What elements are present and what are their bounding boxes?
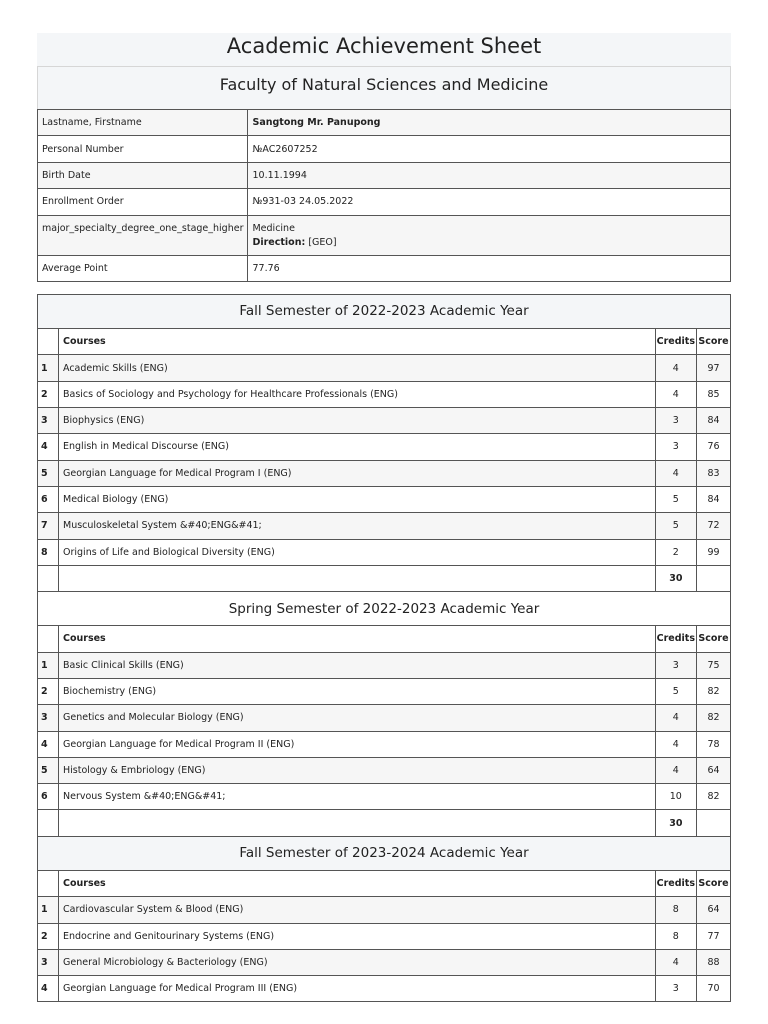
average-label: Average Point (38, 255, 248, 281)
semester-title-row (38, 592, 731, 626)
course-name: Georgian Language for Medical Program I (ENG) (59, 460, 656, 486)
semester-title-row (38, 836, 731, 870)
course-credits: 3 (655, 408, 696, 434)
total-row (38, 810, 731, 836)
table-row (38, 976, 731, 1002)
row-number: 5 (38, 460, 59, 486)
score-header: Score (697, 870, 731, 897)
row-number: 7 (38, 513, 59, 539)
course-score: 83 (697, 460, 731, 486)
direction-line (252, 237, 726, 248)
semester-2 (38, 592, 731, 653)
course-name: Georgian Language for Medical Program III (ENG) (59, 976, 656, 1002)
course-credits: 3 (655, 652, 696, 678)
info-row-specialty (38, 215, 731, 255)
credits-header: Credits (655, 328, 696, 355)
info-row-average (38, 255, 731, 281)
course-name: Medical Biology (ENG) (59, 486, 656, 512)
course-score: 75 (697, 652, 731, 678)
credits-header: Credits (655, 626, 696, 653)
table-row (38, 539, 731, 565)
row-number: 2 (38, 923, 59, 949)
semester-3-rows (38, 897, 731, 1002)
course-credits: 2 (655, 539, 696, 565)
row-number: 4 (38, 731, 59, 757)
enrollment-value: №931-03 24.05.2022 (248, 189, 731, 215)
credits-header: Credits (655, 870, 696, 897)
course-score: 72 (697, 513, 731, 539)
courses-table (37, 294, 731, 1002)
course-credits: 5 (655, 678, 696, 704)
score-header: Score (697, 328, 731, 355)
course-credits: 8 (655, 923, 696, 949)
row-number: 1 (38, 897, 59, 923)
course-score: 76 (697, 434, 731, 460)
total-credits: 30 (655, 810, 696, 836)
course-score: 88 (697, 949, 731, 975)
course-score: 77 (697, 923, 731, 949)
semester-1-total (38, 565, 731, 591)
row-number: 6 (38, 784, 59, 810)
course-name: Basics of Sociology and Psychology for Healthcare Professionals (ENG) (59, 381, 656, 407)
course-name: Basic Clinical Skills (ENG) (59, 652, 656, 678)
table-row (38, 678, 731, 704)
average-value: 77.76 (248, 255, 731, 281)
course-credits: 4 (655, 731, 696, 757)
course-name: Origins of Life and Biological Diversity (ENG) (59, 539, 656, 565)
total-credits: 30 (655, 565, 696, 591)
course-name: Histology & Embriology (ENG) (59, 757, 656, 783)
row-number: 1 (38, 652, 59, 678)
course-score: 99 (697, 539, 731, 565)
enrollment-label: Enrollment Order (38, 189, 248, 215)
birth-date-value: 10.11.1994 (248, 162, 731, 188)
info-row-enrollment (38, 189, 731, 215)
row-number: 3 (38, 408, 59, 434)
course-credits: 5 (655, 513, 696, 539)
course-score: 64 (697, 897, 731, 923)
course-score: 70 (697, 976, 731, 1002)
course-score: 97 (697, 355, 731, 381)
row-number: 4 (38, 976, 59, 1002)
course-score: 85 (697, 381, 731, 407)
achievement-sheet (37, 33, 731, 1002)
course-score: 82 (697, 784, 731, 810)
birth-date-label: Birth Date (38, 162, 248, 188)
table-row (38, 897, 731, 923)
table-row (38, 652, 731, 678)
student-info-table (37, 109, 731, 282)
table-row (38, 460, 731, 486)
course-credits: 4 (655, 949, 696, 975)
row-number: 2 (38, 381, 59, 407)
table-row (38, 355, 731, 381)
course-name: Biochemistry (ENG) (59, 678, 656, 704)
course-credits: 4 (655, 757, 696, 783)
table-row (38, 923, 731, 949)
direction-label: Direction: (252, 236, 306, 248)
course-credits: 10 (655, 784, 696, 810)
course-name: Nervous System &#40;ENG&#41; (59, 784, 656, 810)
courses-header: Courses (59, 626, 656, 653)
course-score: 82 (697, 678, 731, 704)
course-name: Genetics and Molecular Biology (ENG) (59, 705, 656, 731)
specialty-value: Medicine (252, 222, 295, 234)
course-name: Musculoskeletal System &#40;ENG&#41; (59, 513, 656, 539)
semester-title-row (38, 294, 731, 328)
course-name: Biophysics (ENG) (59, 408, 656, 434)
page-title: Academic Achievement Sheet (37, 33, 731, 66)
column-header-row (38, 328, 731, 355)
table-row (38, 784, 731, 810)
courses-header: Courses (59, 328, 656, 355)
semester-title: Spring Semester of 2022-2023 Academic Year (38, 592, 731, 626)
row-number: 1 (38, 355, 59, 381)
table-row (38, 757, 731, 783)
column-header-row (38, 626, 731, 653)
course-credits: 8 (655, 897, 696, 923)
course-score: 78 (697, 731, 731, 757)
semester-1 (38, 294, 731, 355)
course-credits: 4 (655, 381, 696, 407)
column-header-row (38, 870, 731, 897)
semester-title: Fall Semester of 2023-2024 Academic Year (38, 836, 731, 870)
name-label: Lastname, Firstname (38, 110, 248, 136)
course-name: Georgian Language for Medical Program II (ENG) (59, 731, 656, 757)
info-row-personal-number (38, 136, 731, 162)
courses-header: Courses (59, 870, 656, 897)
specialty-cell (248, 215, 731, 255)
personal-number-label: Personal Number (38, 136, 248, 162)
row-number: 3 (38, 949, 59, 975)
row-number: 6 (38, 486, 59, 512)
course-name: English in Medical Discourse (ENG) (59, 434, 656, 460)
course-credits: 4 (655, 705, 696, 731)
row-number: 8 (38, 539, 59, 565)
faculty-name: Faculty of Natural Sciences and Medicine (37, 66, 731, 109)
personal-number-value: №AC2607252 (248, 136, 731, 162)
course-credits: 3 (655, 976, 696, 1002)
table-row (38, 408, 731, 434)
course-name: Endocrine and Genitourinary Systems (ENG) (59, 923, 656, 949)
row-number: 2 (38, 678, 59, 704)
table-row (38, 731, 731, 757)
semester-3 (38, 836, 731, 897)
course-score: 82 (697, 705, 731, 731)
table-row (38, 949, 731, 975)
semester-2-rows (38, 652, 731, 810)
course-name: Cardiovascular System & Blood (ENG) (59, 897, 656, 923)
name-value: Sangtong Mr. Panupong (248, 110, 731, 136)
score-header: Score (697, 626, 731, 653)
table-row (38, 513, 731, 539)
direction-value: [GEO] (308, 236, 337, 248)
row-number: 5 (38, 757, 59, 783)
course-score: 84 (697, 408, 731, 434)
table-row (38, 381, 731, 407)
semester-title: Fall Semester of 2022-2023 Academic Year (38, 294, 731, 328)
total-row (38, 565, 731, 591)
course-credits: 5 (655, 486, 696, 512)
course-credits: 4 (655, 355, 696, 381)
table-row (38, 486, 731, 512)
course-credits: 3 (655, 434, 696, 460)
course-name: Academic Skills (ENG) (59, 355, 656, 381)
course-name: General Microbiology & Bacteriology (ENG) (59, 949, 656, 975)
info-row-birth-date (38, 162, 731, 188)
semester-1-rows (38, 355, 731, 565)
row-number: 4 (38, 434, 59, 460)
course-score: 64 (697, 757, 731, 783)
specialty-label: major_specialty_degree_one_stage_higher (38, 215, 248, 255)
info-row-name (38, 110, 731, 136)
course-credits: 4 (655, 460, 696, 486)
row-number: 3 (38, 705, 59, 731)
table-row (38, 705, 731, 731)
course-score: 84 (697, 486, 731, 512)
semester-2-total (38, 810, 731, 836)
table-row (38, 434, 731, 460)
